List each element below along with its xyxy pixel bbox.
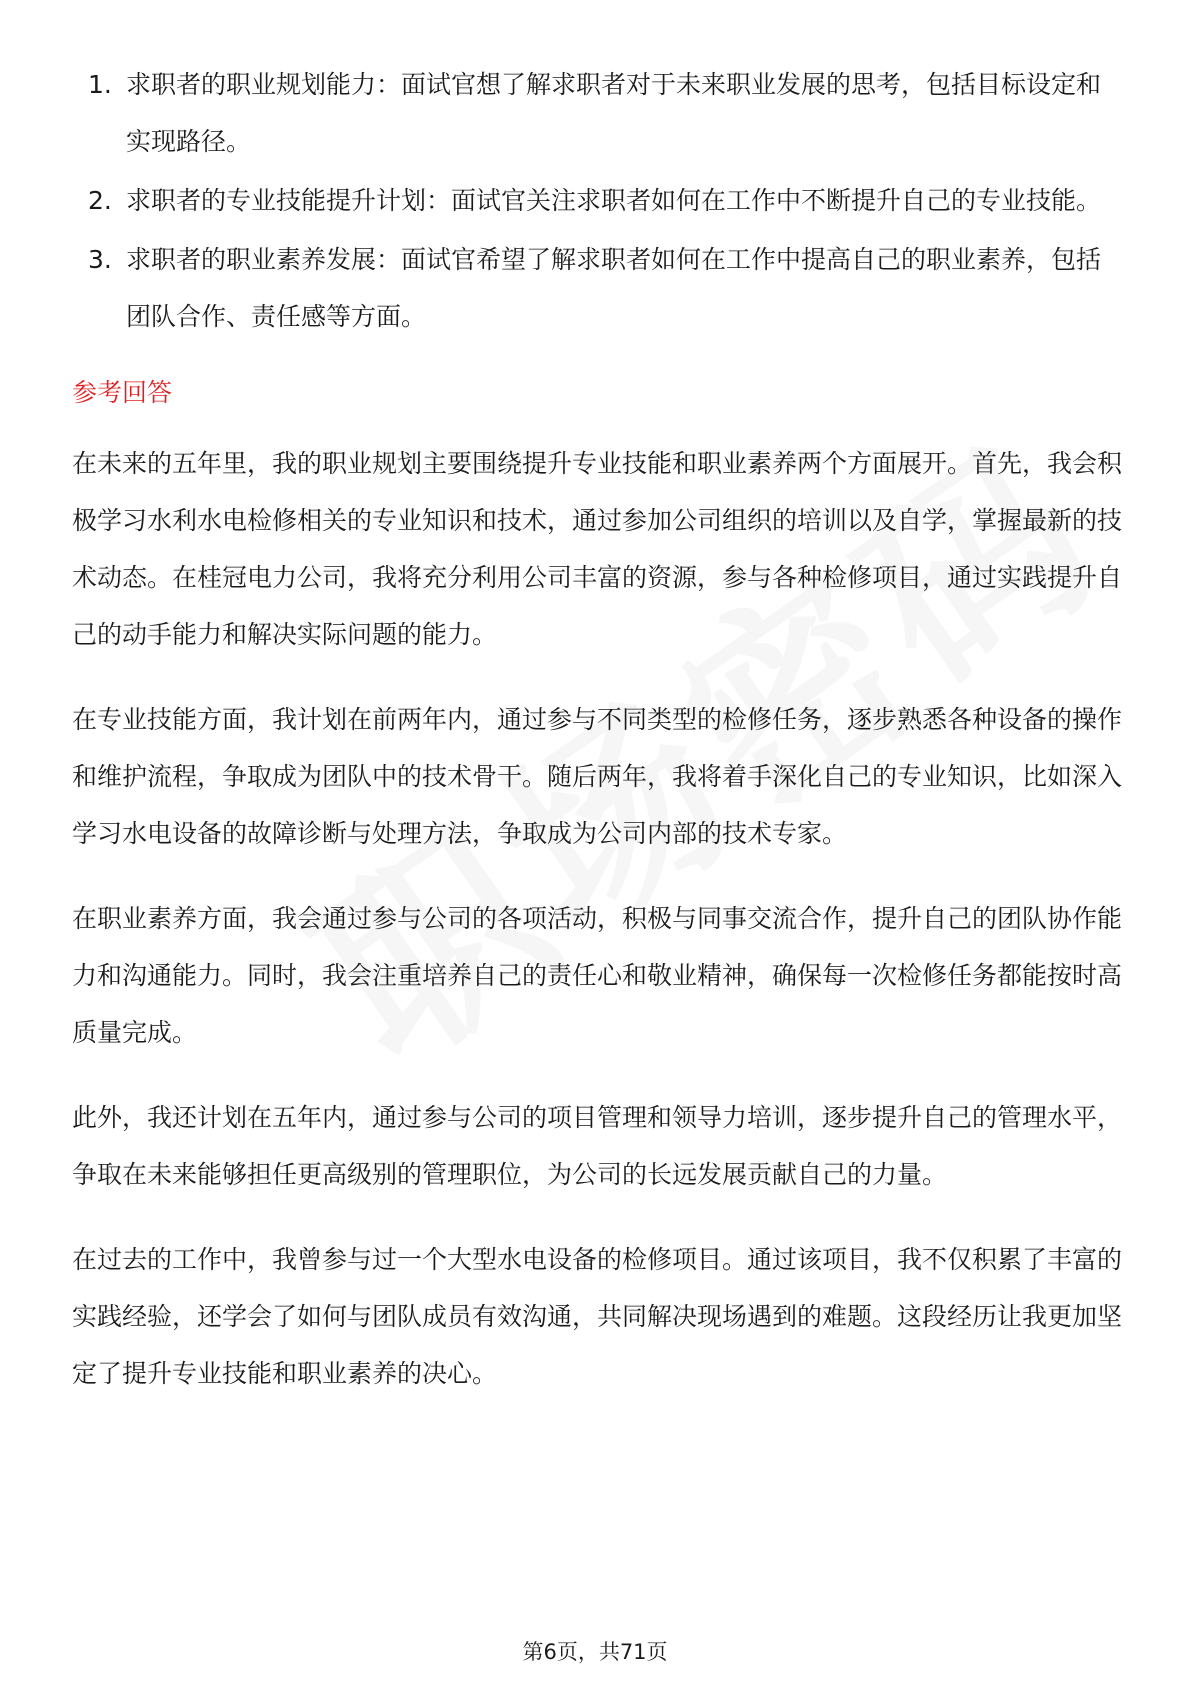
criteria-list	[72, 56, 1122, 345]
answer-paragraph: 在职业素养方面，我会通过参与公司的各项活动，积极与同事交流合作，提升自己的团队协作能力和沟通能力。同时，我会注重培养自己的责任心和敬业精神，确保每一次检修任务都能按时高质量完成。	[72, 904, 1123, 1047]
answer-paragraph: 在过去的工作中，我曾参与过一个大型水电设备的检修项目。通过该项目，我不仅积累了丰富的实践经验，还学会了如何与团队成员有效沟通，共同解决现场遇到的难题。这段经历让我更加坚定了提升专业技能和职业素养的决心。	[72, 1245, 1123, 1388]
page-number: 第6页，共71页	[522, 1640, 668, 1664]
list-item	[72, 231, 1122, 345]
list-item-text: 求职者的专业技能提升计划：面试官关注求职者如何在工作中不断提升自己的专业技能。	[126, 186, 1102, 215]
list-item-number: 3.	[88, 245, 112, 274]
list-item	[72, 172, 1122, 229]
answer-paragraph: 在未来的五年里，我的职业规划主要围绕提升专业技能和职业素养两个方面展开。首先，我会积极学习水利水电检修相关的专业知识和技术，通过参加公司组织的培训以及自学，掌握最新的技术动态。在桂冠电力公司，我将充分利用公司丰富的资源，参与各种检修项目，通过实践提升自己的动手能力和解决实际问题的能力。	[72, 449, 1123, 649]
list-item-number: 2.	[88, 186, 112, 215]
list-item-text: 求职者的职业素养发展：面试官希望了解求职者如何在工作中提高自己的职业素养，包括团队合作、责任感等方面。	[126, 245, 1102, 331]
section-heading: 参考回答	[72, 378, 173, 407]
page-content	[72, 56, 1122, 1430]
answer-paragraph: 此外，我还计划在五年内，通过参与公司的项目管理和领导力培训，逐步提升自己的管理水平，争取在未来能够担任更高级别的管理职位，为公司的长远发展贡献自己的力量。	[72, 1103, 1123, 1189]
answer-paragraph: 在专业技能方面，我计划在前两年内，通过参与不同类型的检修任务，逐步熟悉各种设备的操作和维护流程，争取成为团队中的技术骨干。随后两年，我将着手深化自己的专业知识，比如深入学习水电设备的故障诊断与处理方法，争取成为公司内部的技术专家。	[72, 705, 1123, 848]
list-item-text: 求职者的职业规划能力：面试官想了解求职者对于未来职业发展的思考，包括目标设定和实现路径。	[126, 70, 1102, 156]
list-item-number: 1.	[88, 70, 112, 99]
list-item	[72, 56, 1122, 170]
